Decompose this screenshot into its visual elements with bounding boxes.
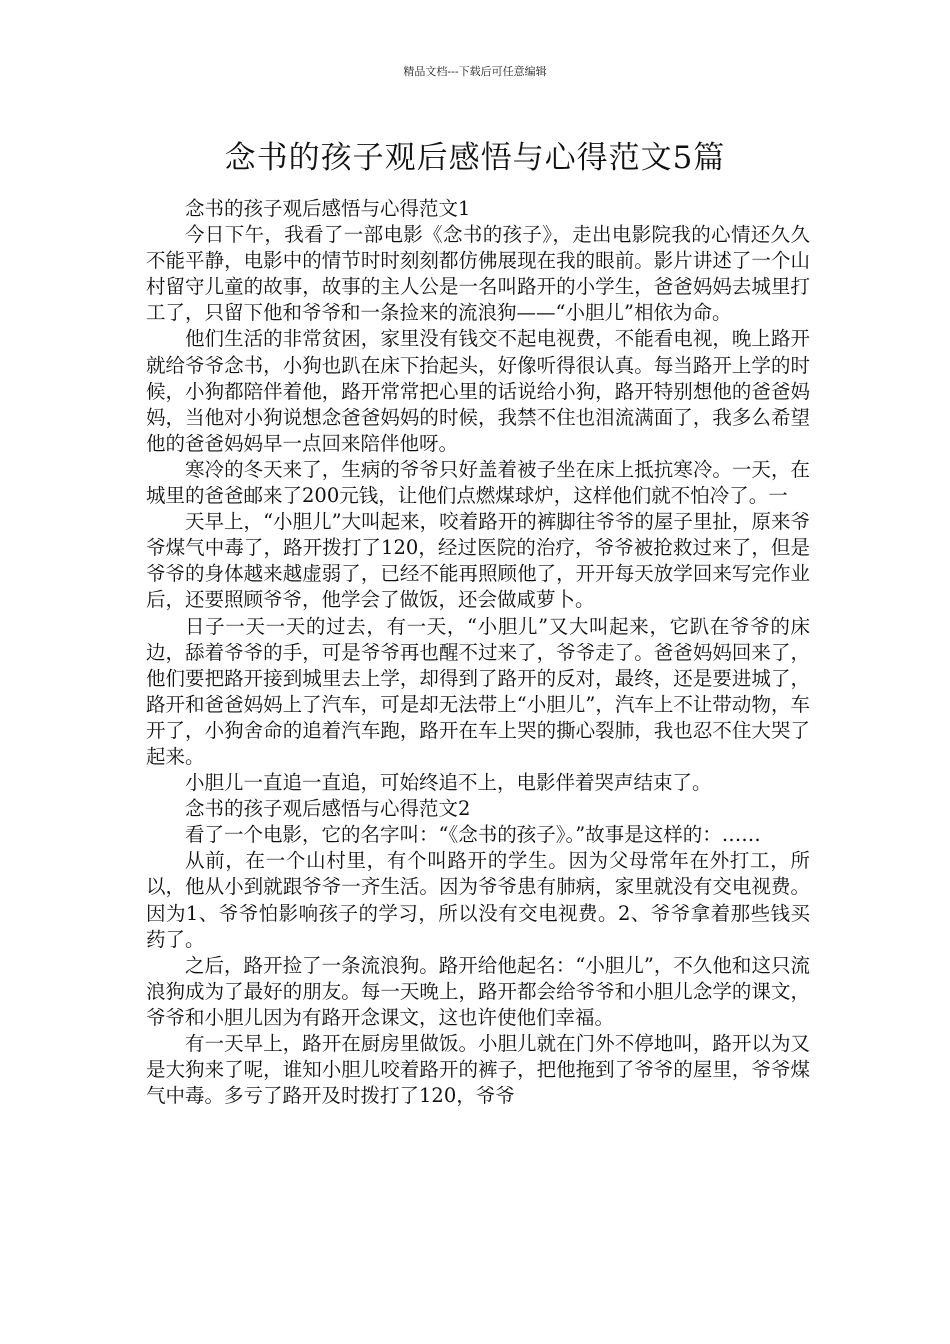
paragraph: 小胆儿一直追一直追，可始终追不上，电影伴着哭声结束了。 [185,771,712,795]
paragraph: 从前，在一个山村里，有个叫路开的学生。因为父母常年在外打工，所以，他从小到就跟爷爷一齐生活。因为爷爷患有肺病，家里就没有交电视费。因为1、爷爷怕影响孩子的学习，所以没有交电视费。2、爷爷拿着那些钱买药了。 [146,849,810,951]
paragraph: 看了一个电影，它的名字叫：“《念书的孩子》。”故事是这样的：…… [185,823,761,847]
paragraph: 寒冷的冬天来了，生病的爷爷只好盖着被子坐在床上抵抗寒冷。一天，在城里的爸爸邮来了200元钱，让他们点燃煤球炉，这样他们就不怕冷了。一 [146,457,810,508]
section-heading: 念书的孩子观后感悟与心得范文2 [185,797,471,821]
header-note: 精品文档---下载后可任意编辑 [403,65,547,78]
paragraph: 日子一天一天的过去，有一天，“小胆儿”又大叫起来，它趴在爷爷的床边，舔着爷爷的手，可是爷爷再也醒不过来了，爷爷走了。爸爸妈妈回来了，他们要把路开接到城里去上学，却得到了路开的反对，最终，还是要进城了，路开和爸爸妈妈上了汽车，可是却无法带上“小胆儿”，汽车上不让带动物，车开了，小狗舍命的追着汽车跑，路开在车上哭的撕心裂肺，我也忍不住大哭了起来。 [146,614,810,768]
paragraph: 之后，路开捡了一条流浪狗。路开给他起名：“小胆儿”，不久他和这只流浪狗成为了最好的朋友。每一天晚上，路开都会给爷爷和小胆儿念学的课文，爷爷和小胆儿因为有路开念课文，这也许使他们幸福。 [146,953,810,1029]
document-title: 念书的孩子观后感悟与心得范文5篇 [224,140,726,176]
paragraph: 天早上，“小胆儿”大叫起来，咬着路开的裤脚往爷爷的屋子里扯，原来爷爷煤气中毒了，路开拨打了120，经过医院的治疗，爷爷被抢救过来了，但是爷爷的身体越来越虚弱了，已经不能再照顾他了，开开每天放学回来写完作业后，还要照顾爷爷，他学会了做饭，还会做咸萝卜。 [146,510,810,612]
document-body [146,196,810,1109]
paragraph: 他们生活的非常贫困，家里没有钱交不起电视费，不能看电视，晚上路开就给爷爷念书，小狗也趴在床下抬起头，好像听得很认真。每当路开上学的时候，小狗都陪伴着他，路开常常把心里的话说给小狗，路开特别想他的爸爸妈妈，当他对小狗说想念爸爸妈妈的时候，我禁不住也泪流满面了，我多么希望他的爸爸妈妈早一点回来陪伴他呀。 [146,327,810,455]
paragraph: 今日下午，我看了一部电影《念书的孩子》，走出电影院我的心情还久久不能平静，电影中的情节时时刻刻都仿佛展现在我的眼前。影片讲述了一个山村留守儿童的故事，故事的主人公是一名叫路开的小学生，爸爸妈妈去城里打工了，只留下他和爷爷和一条捡来的流浪狗——“小胆儿”相依为命。 [146,223,810,325]
section-heading: 念书的孩子观后感悟与心得范文1 [185,197,471,220]
paragraph: 有一天早上，路开在厨房里做饭。小胆儿就在门外不停地叫，路开以为又是大狗来了呢，谁知小胆儿咬着路开的裤子，把他拖到了爷爷的屋里，爷爷煤气中毒。多亏了路开及时拨打了120，爷爷 [146,1032,810,1108]
